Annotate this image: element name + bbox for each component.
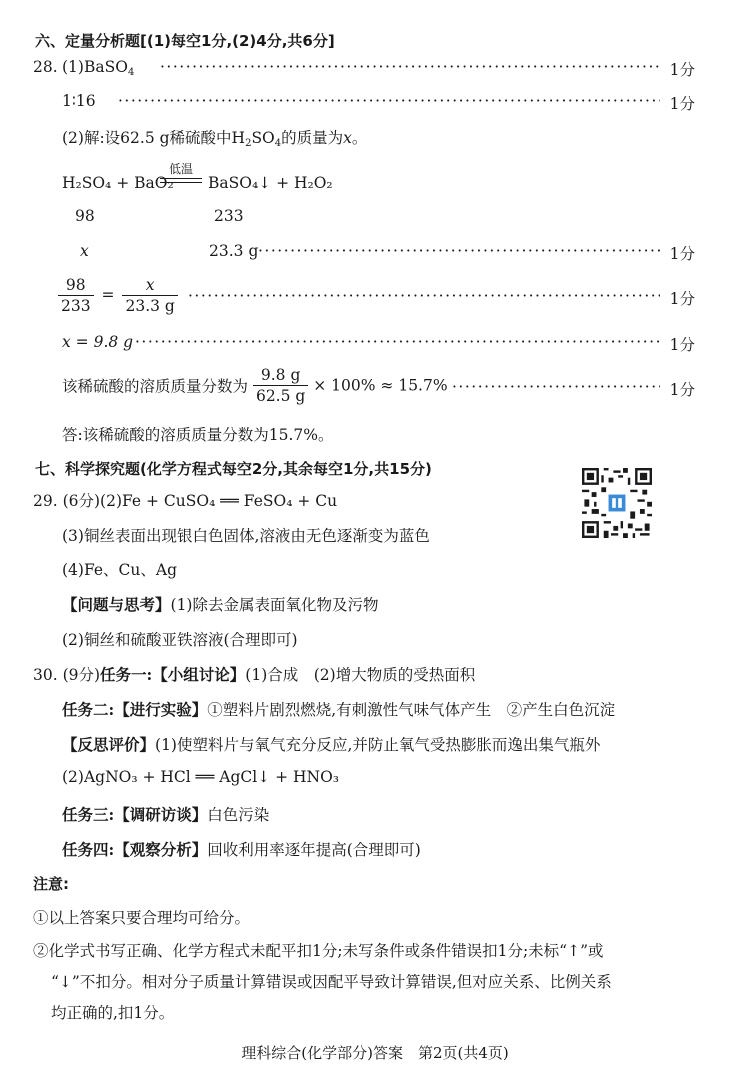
q28-equation-left: H₂SO₄ + BaO₂ <box>62 174 174 192</box>
score: 1分 <box>669 61 695 79</box>
q28-fraction-line: 该稀硫酸的溶质质量分数为 $\frac{9.8 g}{62.5 g}$ × 100% ≈ 15.7% <box>62 366 448 405</box>
q30-line5: 任务三:【调研访谈】白色污染 <box>62 805 270 824</box>
q29-line4: 【问题与思考】(1)除去金属表面氧化物及污物 <box>62 595 379 614</box>
q28-ratio-row <box>0 92 750 116</box>
q28-answer: 答:该稀硫酸的溶质质量分数为15.7%。 <box>62 426 334 444</box>
section7-title: 七、科学探究题(化学方程式每空2分,其余每空1分,共15分) <box>35 460 432 478</box>
leader-dots <box>452 378 660 398</box>
score: 1分 <box>669 95 695 113</box>
q28-proportion: $\frac{98}{233}$ = $\frac{x}{23.3 g}$ <box>58 275 178 316</box>
leader-dots <box>160 58 660 78</box>
note-1: ①以上答案只要合理均可给分。 <box>33 909 251 927</box>
notes-title: 注意: <box>33 875 69 893</box>
score: 1分 <box>669 290 695 308</box>
q28-part1: (1)BaSO$_4$ <box>62 58 135 78</box>
q28-mass-right: 233 <box>214 207 244 225</box>
section6-title: 六、定量分析题[(1)每空1分,(2)4分,共6分] <box>35 32 335 50</box>
note-2-line3: 均正确的,扣1分。 <box>51 1004 175 1022</box>
score: 1分 <box>669 245 695 263</box>
score: 1分 <box>669 336 695 354</box>
q28-label: 28. <box>33 58 58 76</box>
note-2-line2: “↓”不扣分。相对分子质量计算错误或因配平导致计算错误,但对应关系、比例关系 <box>51 973 612 991</box>
q29-line5: (2)铜丝和硫酸亚铁溶液(合理即可) <box>62 631 298 649</box>
q28-fraction-row <box>0 378 750 402</box>
q28-mass-left: 98 <box>75 207 95 225</box>
note-2-line1: ②化学式书写正确、化学方程式未配平扣1分;未写条件或条件错误扣1分;未标“↑”或 <box>33 942 604 960</box>
q29-line2: (3)铜丝表面出现银白色固体,溶液由无色逐渐变为蓝色 <box>62 527 430 545</box>
qr-code-icon <box>582 468 652 538</box>
score: 1分 <box>669 381 695 399</box>
q28-unknown-row <box>0 242 750 266</box>
equation-arrow-line <box>160 182 202 183</box>
q28-part1-row <box>0 58 750 82</box>
equation-arrow-line <box>160 178 202 179</box>
q29-line1: 29. (6分)(2)Fe + CuSO₄ ══ FeSO₄ + Cu <box>33 492 338 510</box>
q30-line2: 任务二:【进行实验】①塑料片剧烈燃烧,有刺激性气味气体产生 ②产生白色沉淀 <box>62 700 616 719</box>
q28-result-row <box>0 333 750 357</box>
leader-dots <box>135 333 660 353</box>
q30-line4: (2)AgNO₃ + HCl ══ AgCl↓ + HNO₃ <box>62 768 340 786</box>
q28-equation-condition: 低温 <box>168 162 193 176</box>
q28-ratio: 1∶16 <box>62 92 96 110</box>
leader-dots <box>258 242 660 262</box>
q28-given: 23.3 g <box>209 242 259 260</box>
q30-line3: 【反思评价】(1)使塑料片与氧气充分反应,并防止氧气受热膨胀而逸出集气瓶外 <box>62 735 601 754</box>
page-footer: 理科综合(化学部分)答案 第2页(共4页) <box>241 1044 509 1062</box>
leader-dots <box>188 287 660 307</box>
leader-dots <box>118 92 660 112</box>
q29-line3: (4)Fe、Cu、Ag <box>62 561 177 579</box>
q30-line6: 任务四:【观察分析】回收利用率逐年提高(合理即可) <box>62 840 421 859</box>
q28-part2-intro: (2)解:设62.5 g稀硫酸中$H_2SO_4$的质量为x。 <box>62 129 368 149</box>
q30-line1: 30. (9分)任务一:【小组讨论】(1)合成 (2)增大物质的受热面积 <box>33 665 476 684</box>
q28-result: x = 9.8 g <box>62 333 134 351</box>
q28-equation-right: BaSO₄↓ + H₂O₂ <box>208 174 333 192</box>
q28-proportion-row <box>0 287 750 311</box>
q28-unknown: x <box>80 242 89 260</box>
